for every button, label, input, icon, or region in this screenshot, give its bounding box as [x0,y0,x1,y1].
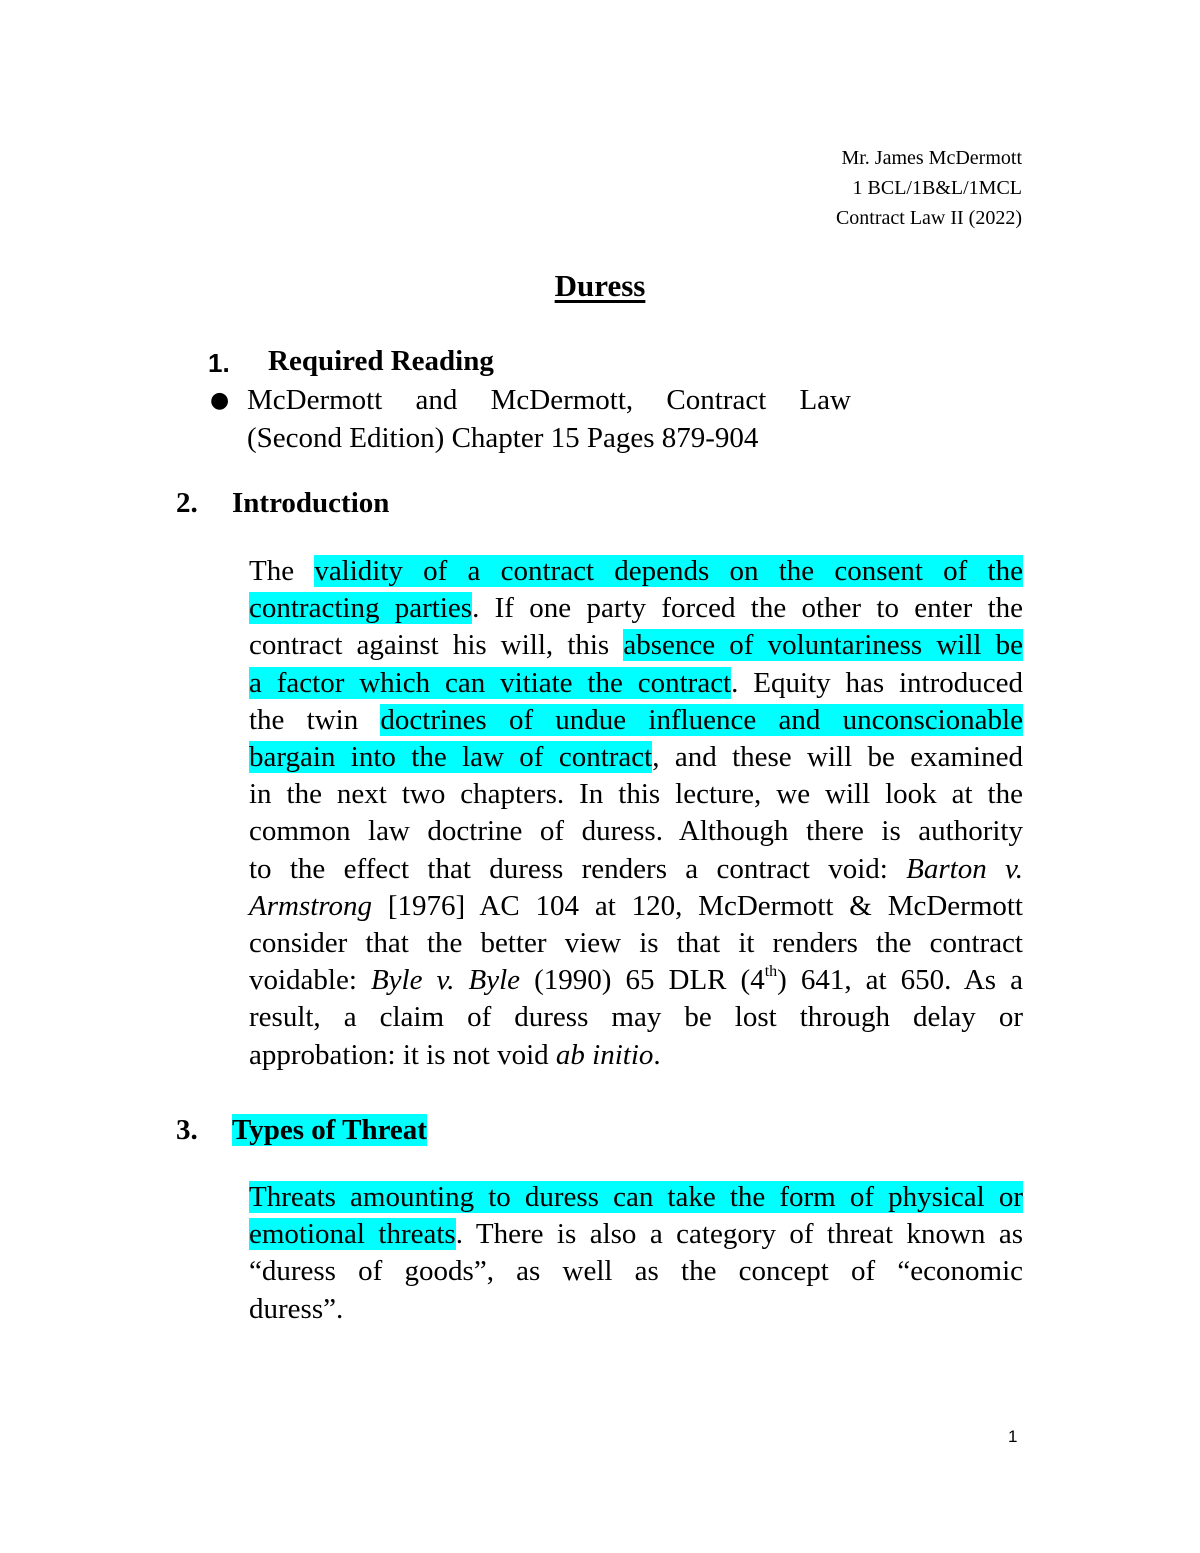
section-number: 1. [208,348,230,378]
text-run: approbation: it is not void [249,1038,556,1071]
text-run: (1990) 65 DLR (4 [520,964,765,997]
text-run: . If one party forced the other to enter the [472,592,1023,625]
paragraph-line [249,962,1023,999]
paragraph-line: “duress of goods”, as well as the concept of “economic [249,1255,1023,1288]
text-run: the twin [249,703,381,736]
highlighted-text: emotional threats [249,1218,456,1251]
text-run: [1976] AC 104 at 120, McDermott & McDermott [372,889,1023,922]
paragraph-line [249,888,1023,925]
paragraph-line [249,1179,1023,1216]
text-run: contract against his will, this [249,629,624,662]
paragraph-line: result, a claim of duress may be lost through delay or [249,1001,1023,1034]
reading-line: (Second Edition) Chapter 15 Pages 879-904 [247,422,759,454]
highlighted-text: Types of Threat [232,1114,427,1146]
latin-term: ab initio [555,1038,654,1071]
highlighted-text: absence of voluntariness will be [623,629,1023,662]
section-title: Required Reading [268,345,494,377]
highlighted-text: doctrines of undue influence and unconscionable [380,703,1023,736]
course-codes: 1 BCL/1B&L/1MCL [852,177,1022,199]
case-name: Armstrong [249,889,372,922]
paragraph-line [249,851,1023,888]
author-name: Mr. James McDermott [841,147,1022,169]
case-name: Barton v. [906,852,1024,885]
text-run: . [653,1038,661,1071]
highlighted-text: validity of a contract depends on the consent of the [314,555,1023,587]
text-run: , and these will be examined [652,741,1023,774]
reading-item-text [247,381,851,457]
paragraph-line [249,1216,1023,1253]
paragraph-line: duress”. [249,1292,344,1325]
paragraph-line: consider that the better view is that it renders the contract [249,927,1023,960]
paragraph-line [249,702,1023,739]
page-number: 1 [1008,1427,1018,1446]
section-number: 3. [176,1114,198,1146]
document-title [0,268,1200,304]
highlighted-text: contracting parties [249,592,473,625]
paragraph-line [249,665,1023,702]
paragraph-line [249,1037,1023,1074]
highlighted-text: a factor which can vitiate the contract [249,666,732,699]
case-name: Byle v. Byle [370,964,521,997]
bullet-icon: ● [210,388,230,413]
text-run: . Equity has introduced [731,666,1023,699]
section-title [232,1112,427,1148]
document-title-text: Duress [554,268,646,303]
text-run: . There is also a category of threat known as [455,1218,1023,1251]
ordinal-superscript: th [764,963,778,981]
paragraph-line [249,627,1023,664]
paragraph-line: in the next two chapters. In this lecture, we will look at the [249,778,1023,811]
paragraph-line: common law doctrine of duress. Although there is authority [249,815,1023,848]
introduction-paragraph [249,553,1023,1074]
text-run: ) 641, at 650. As a [777,964,1023,997]
highlighted-text: Threats amounting to duress can take the form of physical or [249,1181,1023,1213]
paragraph-line [249,590,1023,627]
text-run: The [249,555,315,587]
document-header [836,143,1022,233]
reading-line: McDermott and McDermott, Contract Law [247,384,851,416]
paragraph-line [249,553,1023,590]
types-of-threat-paragraph [249,1179,1023,1328]
module-name: Contract Law II (2022) [835,207,1022,229]
highlighted-text: bargain into the law of contract [249,741,653,774]
section-number: 2. [176,487,198,519]
paragraph-line [249,739,1023,776]
section-title: Introduction [232,487,390,519]
text-run: voidable: [249,964,371,997]
text-run: to the effect that duress renders a contract void: [249,852,907,885]
